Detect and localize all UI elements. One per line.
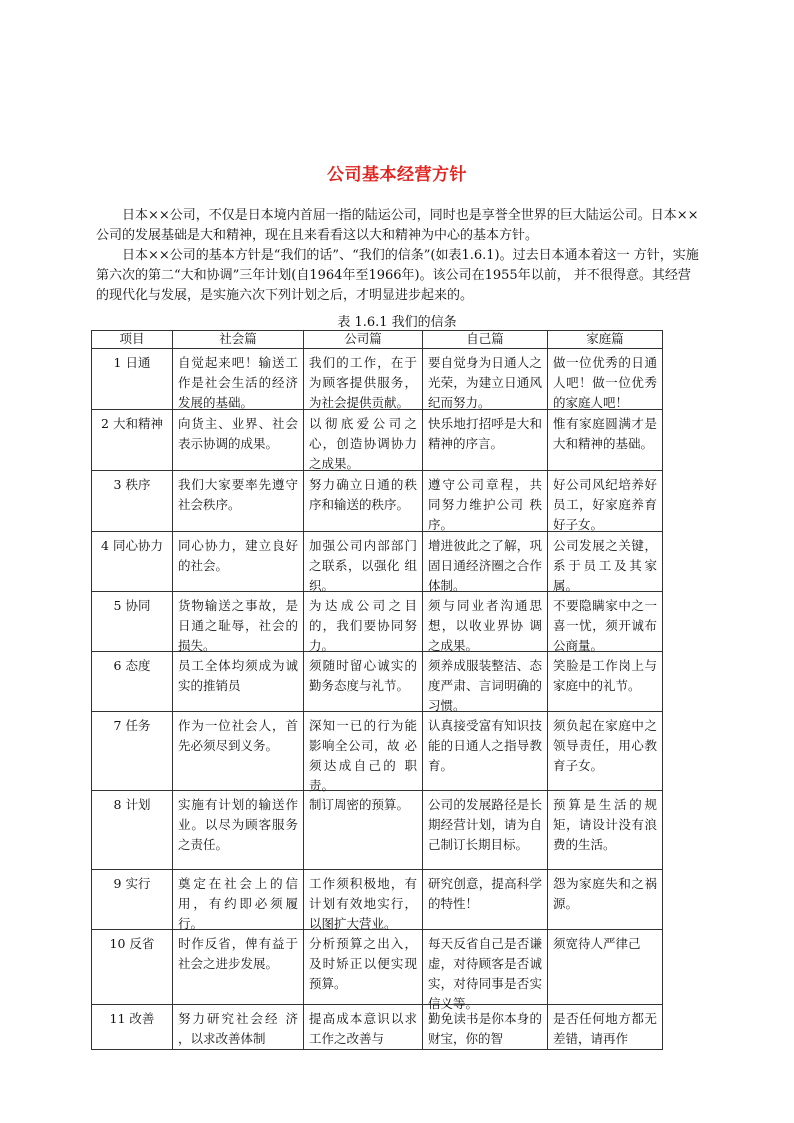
item-cell: 11 改善 [92,1005,173,1050]
item-cell: 1 日通 [92,349,173,410]
family-cell: 惟有家庭圆满才是大和精神的基础。 [553,416,657,451]
social-cell: 作为一位社会人，首先必须尽到义务。 [178,718,298,753]
company-cell: 加强公司内部部门之联系，以强化 组织。 [309,538,417,593]
family-cell: 须宽待人严律己 [553,936,641,951]
company-cell: 分析预算之出入，及时矫正以便实现预算。 [309,936,417,991]
intro-paragraph-1: 日本××公司，不仅是日本境内首屈一指的陆运公司，同时也是享誉全世界的巨大陆运公司。日本××公司的发展基础是大和精神，现在且来看看这以大和精神为中心的基本方针。 [96,208,699,243]
family-cell: 公司发展之关键，系于员工及其家属。 [553,538,657,593]
table-row [92,410,663,471]
table-header-row [92,331,663,349]
table-row [92,652,663,712]
family-cell: 不要隐瞒家中之一喜一忧，须开诚布公商量。 [553,598,657,653]
family-cell: 怨为家庭失和之祸源。 [553,876,657,911]
social-cell: 努力研究社会经 济 ，以求改善体制 [178,1011,298,1046]
table-row [92,1005,663,1050]
table-row [92,712,663,791]
self-cell: 勤免读书是你本身的财宝，你的智 [428,1011,542,1046]
table-row [92,592,663,652]
column-header: 自己篇 [423,331,548,349]
company-cell: 为达成公司之目的，我们要协同努 力。 [309,598,417,653]
social-cell: 奠定在社会上的信用，有约即必须履行。 [178,876,298,931]
table-row [92,791,663,870]
family-cell: 笑脸是工作岗上与家庭中的礼节。 [553,658,657,693]
social-cell: 货物输送之事故，是日通之耻辱，社会的损失。 [178,598,298,653]
item-cell: 4 同心协力 [92,532,173,592]
family-cell: 是否任何地方都无差错，请再作 [553,1011,657,1046]
item-cell: 2 大和精神 [92,410,173,471]
column-header: 公司篇 [304,331,423,349]
table-row [92,930,663,1005]
self-cell: 须与同业者沟通思想，以收业界协 调之成果。 [428,598,542,653]
company-cell: 我们的工作，在于为顾客提供服务，为社会提供贡献。 [309,355,417,410]
page-title: 公司基本经营方针 [327,165,467,185]
item-cell: 3 秩序 [92,471,173,532]
self-cell: 须养成服装整洁、态度严肃、言词明确的习惯。 [428,658,542,713]
item-cell: 9 实行 [92,870,173,930]
self-cell: 遵守公司章程，共 同努力维护公司 秩序。 [428,477,542,532]
self-cell: 公司的发展路径是长期经营计划，请为自己制订长期目标。 [428,797,542,852]
self-cell: 认真接受富有知识技能的日通人之指导教育。 [428,718,542,773]
company-cell: 工作须积极地，有计划有效地实行，以图扩大营业。 [309,876,417,931]
social-cell: 同心协力，建立良好的社会。 [178,538,298,573]
table-caption: 表 1.6.1 我们的信条 [337,315,457,330]
item-cell: 8 计划 [92,791,173,870]
social-cell: 时作反省，俾有益于社会之进步发展。 [178,936,298,971]
family-cell: 做一位优秀的日通人吧！做一位优秀的家庭人吧！ [553,355,657,410]
creed-table [91,330,663,1050]
company-cell: 努力确立日通的秩序和输送的秩序。 [309,477,417,512]
item-cell: 5 协同 [92,592,173,652]
company-cell: 以彻底爱公司之心，创造协调协力 之成果。 [309,416,417,471]
family-cell: 预算是生活的规矩，请设计没有浪费的生活。 [553,797,657,852]
self-cell: 研究创意，提高科学的特性！ [428,876,542,911]
self-cell: 每天反省自己是否谦虚，对待顾客是否诚实，对待同事是否实信义等。 [428,936,542,1011]
column-header: 项目 [92,331,173,349]
company-cell: 制订周密的预算。 [309,797,410,812]
social-cell: 向货主、业界、社会表示协调的成果。 [178,416,298,451]
social-cell: 实施有计划的输送作业。以尽为顾客服务之责任。 [178,797,298,852]
intro-text [96,206,700,306]
item-cell: 7 任务 [92,712,173,791]
self-cell: 快乐地打招呼是大和精神的序言。 [428,416,542,451]
family-cell: 好公司风纪培养好员工，好家庭养育好子女。 [553,477,657,532]
self-cell: 要自觉身为日通人之光荣，为建立日通风纪而努力。 [428,355,542,410]
column-header: 家庭篇 [548,331,663,349]
family-cell: 须负起在家庭中之领导责任，用心教育子女。 [553,718,657,773]
table-row [92,532,663,592]
column-header: 社会篇 [173,331,304,349]
social-cell: 我们大家要率先遵守社会秩序。 [178,477,298,512]
item-cell: 10 反省 [92,930,173,1005]
intro-paragraph-2: 日本××公司的基本方针是“我们的话”、“我们的信条”(如表1.6.1)。过去日本通本着这一 方针，实施第六次的第二“大和协调”三年计划(自1964年至1966年)。该公司在1955年以前， 并不很得意。其经营的现代化与发展，是实施六次下列计划之后，才明显进步起来的。 [96,248,699,303]
social-cell: 员工全体均须成为诚实的推销员 [178,658,298,693]
item-cell: 6 态度 [92,652,173,712]
company-cell: 提高成本意识以求工作之改善与 [309,1011,417,1046]
company-cell: 须随时留心诚实的勤务态度与礼节。 [309,658,417,693]
social-cell: 自觉起来吧！输送工作是社会生活的经济发展的基础。 [178,355,298,410]
company-cell: 深知一已的行为能影响全公司，故 必须达成自己的 职责。 [309,718,417,793]
table-row [92,471,663,532]
self-cell: 增进彼此之了解，巩固日通经济圈之合作体制。 [428,538,542,593]
table-row [92,870,663,930]
table-row [92,349,663,410]
